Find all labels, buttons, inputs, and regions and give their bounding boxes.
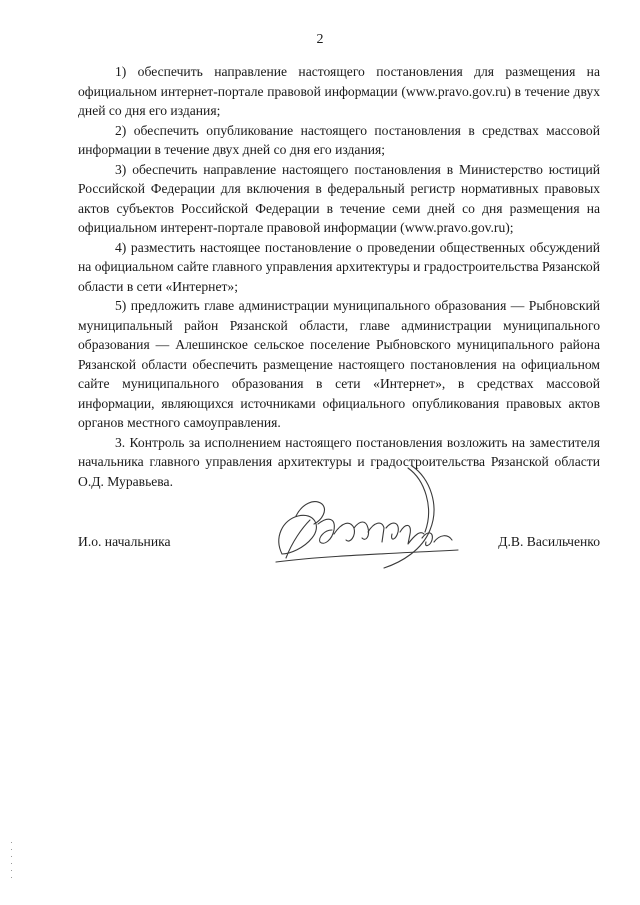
scan-edge-dots bbox=[10, 842, 13, 882]
page-number: 2 bbox=[316, 32, 324, 47]
paragraph-item-1: 1) обеспечить направление настоящего постановления для размещения на официальном интернет-портале правовой информации (www.pravo.gov.ru) в течение двух дней со дня его издания; bbox=[78, 64, 600, 118]
paragraph-item-2: 2) обеспечить опубликование настоящего постановления в средствах массовой информации в течение двух дней со дня его издания; bbox=[78, 122, 600, 157]
handwritten-signature bbox=[262, 458, 472, 582]
paragraph-item-3: 3) обеспечить направление настоящего постановления в Министерство юстиций Российской Федерации для включения в федеральный регистр нормативных правовых актов субъектов Российской Федерации в течение семи дней со дня размещения на официальном интерент-портале правовой информации (www.pravo.gov.ru); bbox=[78, 161, 600, 235]
signature-block bbox=[78, 534, 600, 560]
paragraph-control-clause: 3. Контроль за исполнением настоящего постановления возложить на заместителя начальника главного управления архитектуры и градостроительства Рязанской области О.Д. Муравьева. bbox=[78, 434, 600, 489]
signatory-name: Д.В. Васильченко bbox=[498, 534, 600, 549]
paragraph-item-4: 4) разместить настоящее постановление о проведении общественных обсуждений на официальном сайте главного управления архитектуры и градостроительства Рязанской области в сети «Интернет»; bbox=[78, 239, 600, 294]
document-body bbox=[78, 62, 600, 491]
paragraph-item-5: 5) предложить главе администрации муниципального образования — Рыбновский муниципальный район Рязанской области, главе администрации муниципального образования — Алешинское сельское поселение Рыбновского муниципального района Рязанской области обеспечить размещение настоящего постановления на официальном сайте муниципального образования в сети «Интернет», в средствах массовой информации, являющихся источниками официального опубликования правовых актов органов местного самоуправления. bbox=[78, 298, 600, 430]
signatory-position: И.о. начальника bbox=[78, 534, 171, 549]
